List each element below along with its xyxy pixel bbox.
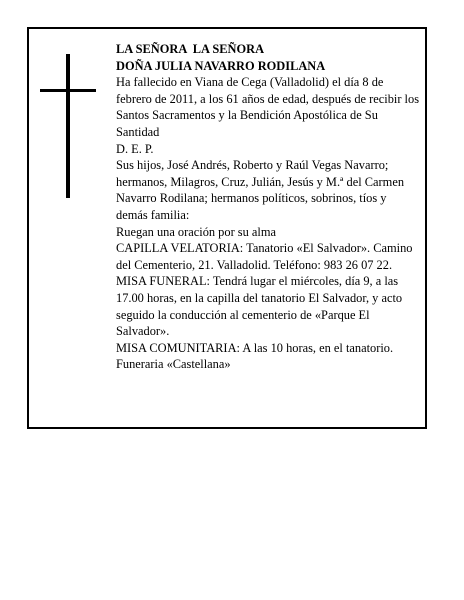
community-mass-info: MISA COMUNITARIA: A las 10 horas, en el tanatorio.	[116, 340, 394, 355]
notice-text	[116, 41, 420, 373]
chapel-info: CAPILLA VELATORIA: Tanatorio «El Salvador». Camino del Cementerio, 21. Valladolid. Teléfono: 983 26 07 22.	[116, 241, 413, 272]
deceased-name: DOÑA JULIA NAVARRO RODILANA	[116, 58, 326, 73]
cross-horizontal-bar	[40, 89, 96, 92]
funeral-home: Funeraria «Castellana»	[116, 357, 231, 372]
family-list: Sus hijos, José Andrés, Roberto y Raúl Vegas Navarro; hermanos, Milagros, Cruz, Julián, Jesús y M.ª del Carmen Navarro Rodilana; hermanos políticos, sobrinos, tíos y demás familia:	[116, 158, 405, 222]
obituary-notice	[27, 27, 427, 429]
funeral-mass-info: MISA FUNERAL: Tendrá lugar el miércoles, día 9, a las 17.00 horas, en la capilla del tanatorio El Salvador, y acto seguido la conducción al cementerio de «Parque El Salvador».	[116, 274, 403, 339]
prayer-request: Ruegan una oración por su alma	[116, 224, 276, 239]
notice-header: LA SEÑORA LA SEÑORA	[116, 42, 265, 56]
cross-vertical-bar	[66, 54, 70, 198]
death-info: Ha fallecido en Viana de Cega (Valladolid) el día 8 de febrero de 2011, a los 61 años de edad, después de recibir los Santos Sacramentos y la Bendición Apostólica de Su Santidad	[116, 75, 420, 139]
dep-text: D. E. P.	[116, 141, 154, 156]
